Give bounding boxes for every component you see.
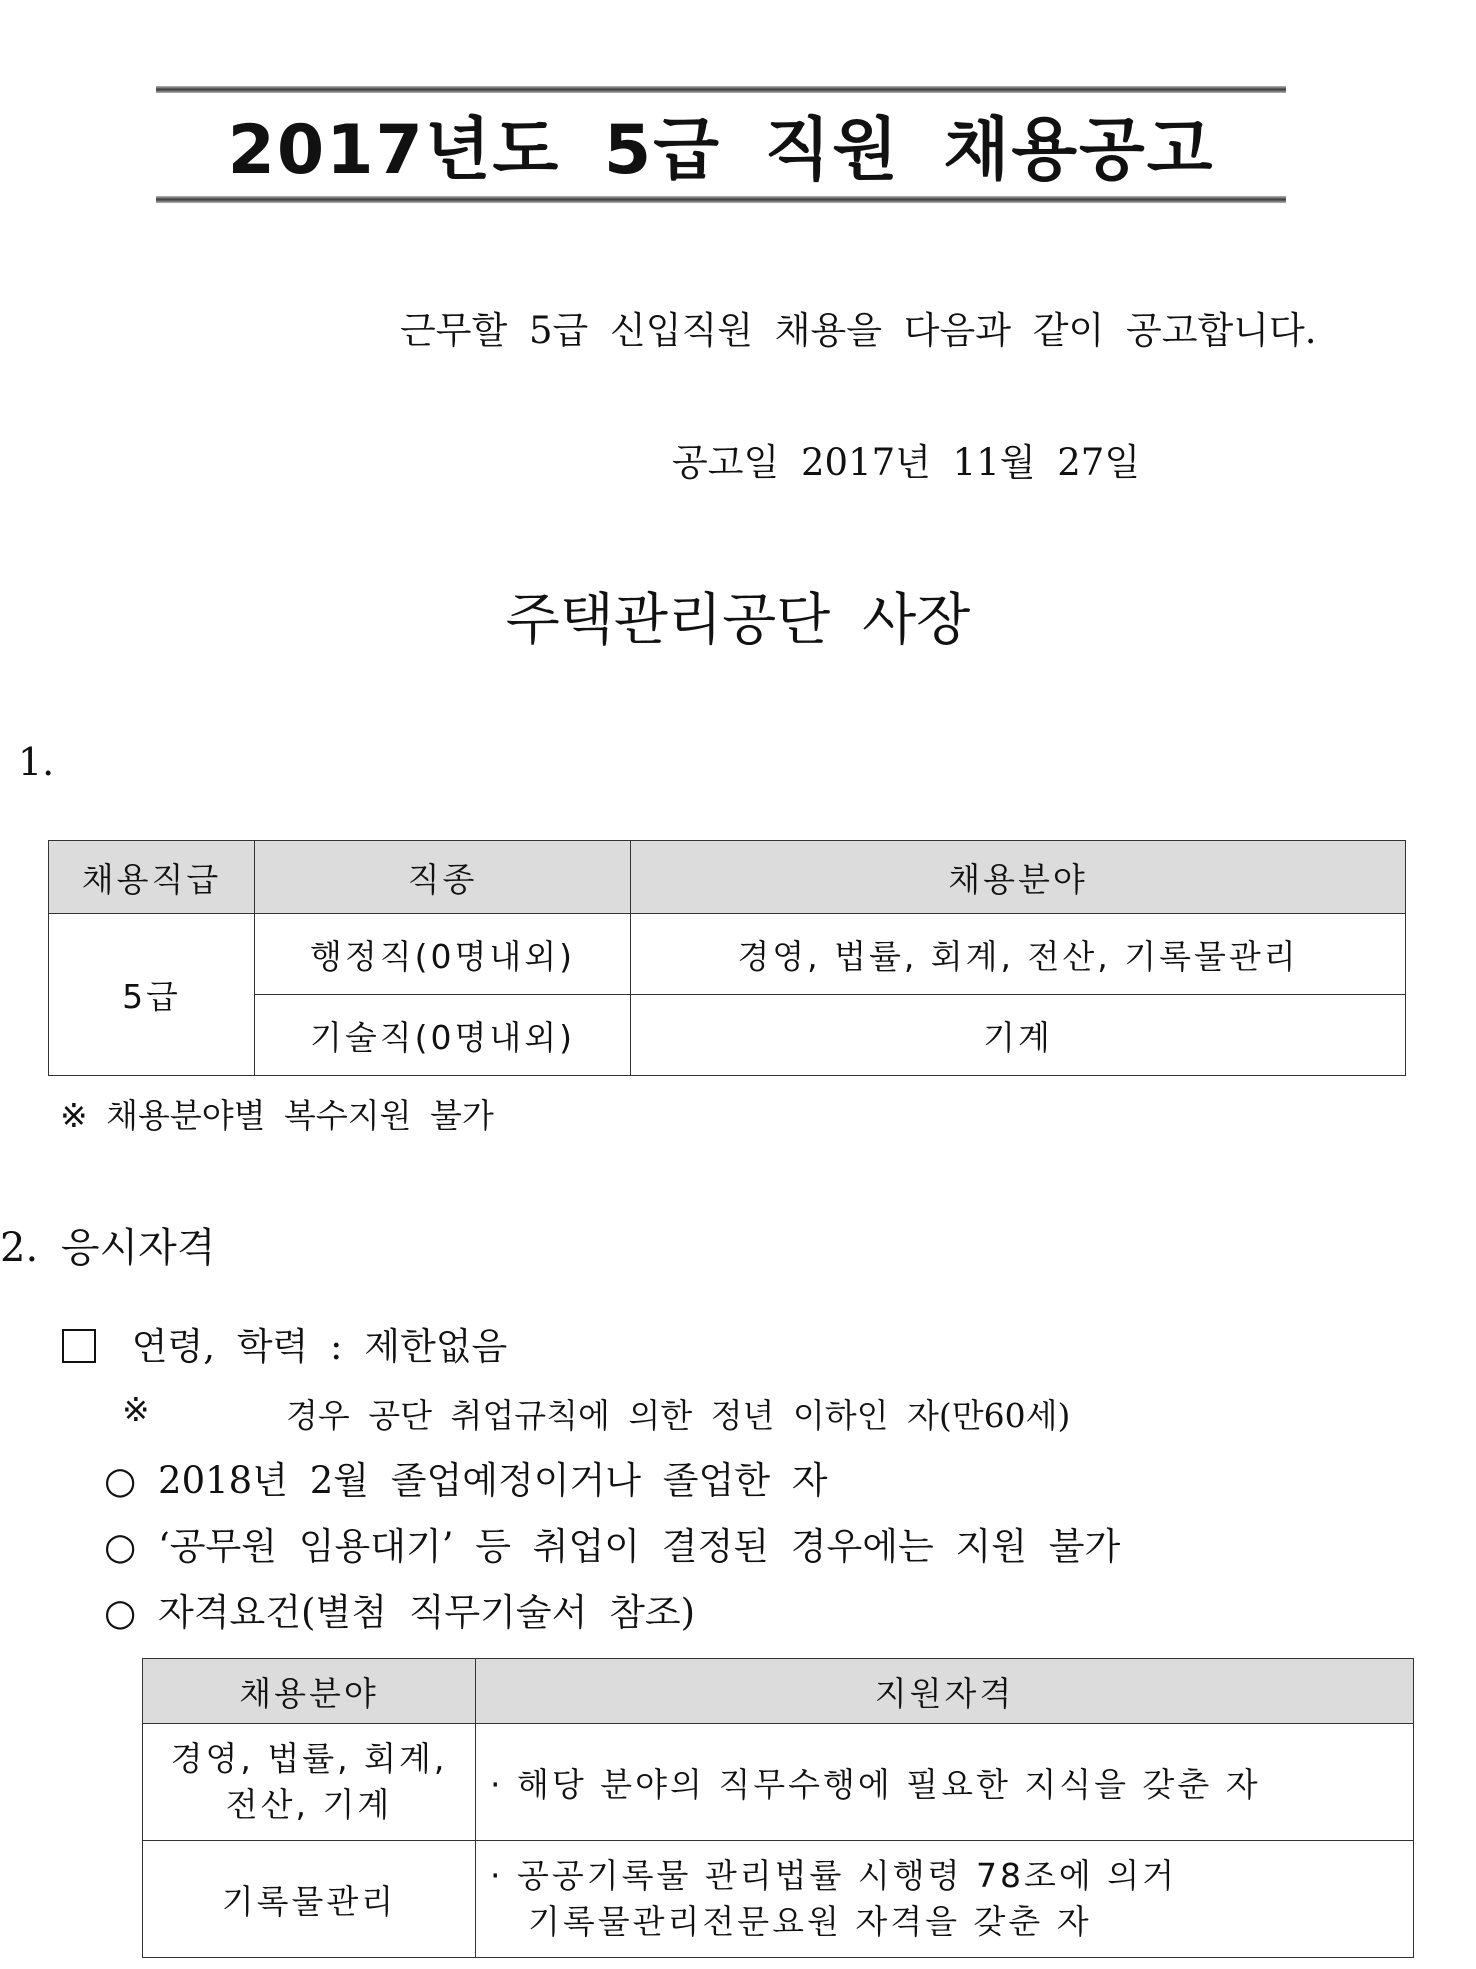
- table-header-row: [143, 1659, 1414, 1724]
- qualification-line: · 공공기록물 관리법률 시행령 78조에 의거: [490, 1856, 1177, 1895]
- field-cell: [143, 1724, 476, 1841]
- checkbox-item: [62, 1316, 507, 1370]
- bullet-item: ○ 2018년 2월 졸업예정이거나 졸업한 자: [104, 1459, 828, 1502]
- section-1-note: ※ 채용분야별 복수지원 불가: [60, 1096, 494, 1135]
- qualification-cell: [476, 1841, 1414, 1958]
- field-cell: 경영, 법률, 회계, 전산, 기록물관리: [631, 914, 1406, 995]
- qualification-line: · 해당 분야의 직무수행에 필요한 지식을 갖춘 자: [490, 1764, 1261, 1804]
- organization-name: 주택관리공단 사장: [505, 588, 971, 653]
- bullet-item: ○ ‘공무원 임용대기’ 등 취업이 결정된 경우에는 지원 불가: [104, 1525, 1121, 1568]
- table-row: [143, 1841, 1414, 1958]
- header-field: 채용분야: [143, 1659, 476, 1724]
- recruitment-table: [48, 840, 1406, 1076]
- page-title: 2017년도 5급 직원 채용공고: [227, 111, 1215, 190]
- title-bottom-rule: [156, 196, 1286, 203]
- qualification-line: 기록물관리전문요원 자격을 갖춘 자: [528, 1902, 1092, 1941]
- checkbox-icon: [62, 1329, 96, 1363]
- section-2-heading: 2. 응시자격: [0, 1225, 216, 1271]
- announce-date: 공고일 2017년 11월 27일: [672, 441, 1141, 484]
- header-qualification: 지원자격: [476, 1659, 1414, 1724]
- header-grade: 채용직급: [49, 841, 255, 914]
- qualification-cell: [476, 1724, 1414, 1841]
- grade-cell: 5급: [49, 914, 255, 1076]
- field-line: 전산, 기계: [225, 1785, 393, 1824]
- table-row: [49, 914, 1406, 995]
- intro-text: 근무할 5급 신입직원 채용을 다음과 같이 공고합니다.: [400, 309, 1317, 352]
- field-cell: 기계: [631, 995, 1406, 1076]
- job-type-cell: 행정직(0명내외): [255, 914, 631, 995]
- table-header-row: [49, 841, 1406, 914]
- checkbox-item-label: 연령, 학력 : 제한없음: [131, 1325, 508, 1368]
- title-top-rule: [156, 86, 1286, 93]
- job-type-cell: 기술직(0명내외): [255, 995, 631, 1076]
- section-1-number: 1.: [18, 740, 55, 784]
- qualification-table: [142, 1658, 1414, 1958]
- header-job-type: 직종: [255, 841, 631, 914]
- field-line: 경영, 법률, 회계,: [170, 1739, 448, 1778]
- table-row: [143, 1724, 1414, 1841]
- bullet-item: ○ 자격요건(별첨 직무기술서 참조): [104, 1591, 696, 1634]
- checkbox-note: 경우 공단 취업규칙에 의한 정년 이하인 자(만60세): [286, 1396, 1071, 1435]
- checkbox-note-mark: ※: [122, 1390, 150, 1429]
- header-field: 채용분야: [631, 841, 1406, 914]
- field-cell: 기록물관리: [143, 1841, 476, 1958]
